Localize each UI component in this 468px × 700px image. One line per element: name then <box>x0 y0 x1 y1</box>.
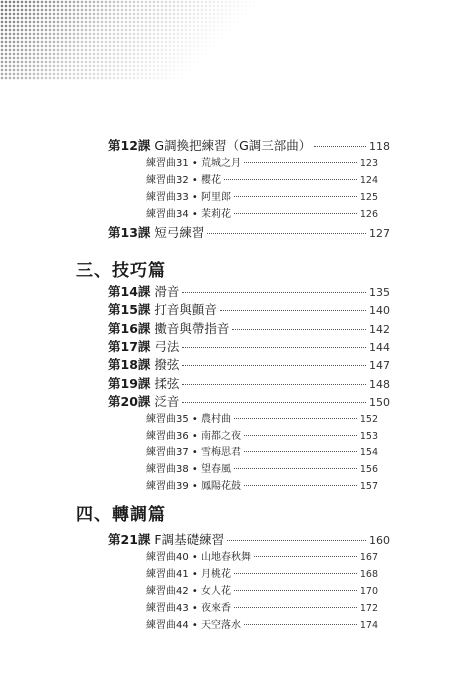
page-number: 123 <box>359 158 378 169</box>
page-number: 125 <box>359 192 378 203</box>
lesson-title: 泛音 <box>154 394 180 409</box>
lesson-title: 揉弦 <box>154 376 180 391</box>
leader-dots <box>244 451 357 452</box>
page-number: 135 <box>369 286 390 299</box>
leader-dots <box>244 485 357 486</box>
piece-label: 練習曲44 • 天空落水 <box>146 620 241 631</box>
lesson-title: 撥弦 <box>154 357 180 372</box>
lesson-title: 弓法 <box>154 339 180 354</box>
page-number: 153 <box>359 431 378 442</box>
lesson-title: 打音與顫音 <box>154 302 217 317</box>
leader-dots <box>182 292 366 293</box>
page-number: 156 <box>359 464 378 475</box>
toc-entry-lesson-20[interactable] <box>108 392 390 410</box>
lesson-number: 第18課 <box>108 357 151 372</box>
leader-dots <box>182 384 366 385</box>
section-heading-modulation: 四、轉調篇 <box>76 505 166 525</box>
page-number: 118 <box>369 140 390 153</box>
piece-label: 練習曲42 • 女人花 <box>146 586 231 597</box>
leader-dots <box>234 213 357 214</box>
page-number: 174 <box>359 620 378 631</box>
toc-entry-lesson-19[interactable] <box>108 374 390 392</box>
page-number: 140 <box>369 304 390 317</box>
toc-entry-piece[interactable] <box>146 171 378 186</box>
page-number: 170 <box>359 586 378 597</box>
lesson-title: 擻音與帶指音 <box>154 321 230 336</box>
toc-entry-piece[interactable] <box>146 582 378 597</box>
toc-entry-lesson-17[interactable] <box>108 337 390 355</box>
toc-entry-lesson-13[interactable] <box>108 223 390 241</box>
toc-entry-piece[interactable] <box>146 616 378 631</box>
lesson-title: F調基礎練習 <box>154 532 225 547</box>
page-number: 148 <box>369 378 390 391</box>
toc-entry-piece[interactable] <box>146 477 378 492</box>
piece-label: 練習曲38 • 望春風 <box>146 464 231 475</box>
page-number: 142 <box>369 323 390 336</box>
leader-dots <box>244 162 357 163</box>
toc-entry-piece[interactable] <box>146 410 378 425</box>
lesson-number: 第19課 <box>108 376 151 391</box>
piece-label: 練習曲40 • 山地春秋舞 <box>146 552 251 563</box>
leader-dots <box>220 310 366 311</box>
piece-label: 練習曲33 • 阿里郎 <box>146 192 231 203</box>
piece-label: 練習曲32 • 櫻花 <box>146 175 221 186</box>
leader-dots <box>254 556 357 557</box>
toc-entry-piece[interactable] <box>146 443 378 458</box>
piece-label: 練習曲39 • 鳳陽花鼓 <box>146 481 241 492</box>
leader-dots <box>227 540 366 541</box>
page-number: 154 <box>359 447 378 458</box>
leader-dots <box>234 573 357 574</box>
page-number: 150 <box>369 396 390 409</box>
leader-dots <box>224 179 357 180</box>
lesson-number: 第16課 <box>108 321 151 336</box>
leader-dots <box>234 607 357 608</box>
toc-entry-lesson-21[interactable] <box>108 530 390 548</box>
lesson-title: 短弓練習 <box>154 225 205 240</box>
leader-dots <box>244 624 357 625</box>
toc-entry-piece[interactable] <box>146 565 378 580</box>
toc-entry-lesson-14[interactable] <box>108 282 390 300</box>
page-number: 168 <box>359 569 378 580</box>
piece-label: 練習曲36 • 南都之夜 <box>146 431 241 442</box>
lesson-title: 滑音 <box>154 284 180 299</box>
toc-entry-piece[interactable] <box>146 460 378 475</box>
page-number: 157 <box>359 481 378 492</box>
lesson-number: 第17課 <box>108 339 151 354</box>
lesson-title: G調換把練習（G調三部曲） <box>154 138 312 153</box>
leader-dots <box>182 347 366 348</box>
toc-entry-lesson-18[interactable] <box>108 355 390 373</box>
lesson-number: 第20課 <box>108 394 151 409</box>
lesson-number: 第13課 <box>108 225 151 240</box>
page-number: 127 <box>369 227 390 240</box>
piece-label: 練習曲41 • 月桃花 <box>146 569 231 580</box>
leader-dots <box>182 365 366 366</box>
piece-label: 練習曲34 • 茉莉花 <box>146 209 231 220</box>
leader-dots <box>232 329 366 330</box>
page-number: 144 <box>369 341 390 354</box>
toc-entry-piece[interactable] <box>146 599 378 614</box>
leader-dots <box>314 146 366 147</box>
halftone-decoration <box>0 0 300 80</box>
leader-dots <box>182 402 366 403</box>
toc-entry-piece[interactable] <box>146 548 378 563</box>
lesson-number: 第14課 <box>108 284 151 299</box>
page-number: 126 <box>359 209 378 220</box>
leader-dots <box>234 468 357 469</box>
toc-entry-lesson-15[interactable] <box>108 300 390 318</box>
leader-dots <box>207 233 366 234</box>
piece-label: 練習曲35 • 農村曲 <box>146 414 231 425</box>
page-number: 172 <box>359 603 378 614</box>
leader-dots <box>234 590 357 591</box>
page-number: 124 <box>359 175 378 186</box>
page-number: 147 <box>369 359 390 372</box>
toc-entry-lesson-16[interactable] <box>108 319 390 337</box>
leader-dots <box>234 196 357 197</box>
toc-entry-piece[interactable] <box>146 188 378 203</box>
page-number: 152 <box>359 414 378 425</box>
piece-label: 練習曲31 • 荒城之月 <box>146 158 241 169</box>
toc-entry-piece[interactable] <box>146 205 378 220</box>
toc-entry-piece[interactable] <box>146 154 378 169</box>
lesson-number: 第21課 <box>108 532 151 547</box>
piece-label: 練習曲37 • 雪梅思君 <box>146 447 241 458</box>
section-heading-techniques: 三、技巧篇 <box>76 261 166 281</box>
leader-dots <box>244 435 357 436</box>
toc-entry-piece[interactable] <box>146 427 378 442</box>
lesson-number: 第12課 <box>108 138 151 153</box>
lesson-number: 第15課 <box>108 302 151 317</box>
piece-label: 練習曲43 • 夜來香 <box>146 603 231 614</box>
toc-entry-lesson-12[interactable] <box>108 136 390 154</box>
leader-dots <box>234 418 357 419</box>
page-number: 160 <box>369 534 390 547</box>
page-number: 167 <box>359 552 378 563</box>
